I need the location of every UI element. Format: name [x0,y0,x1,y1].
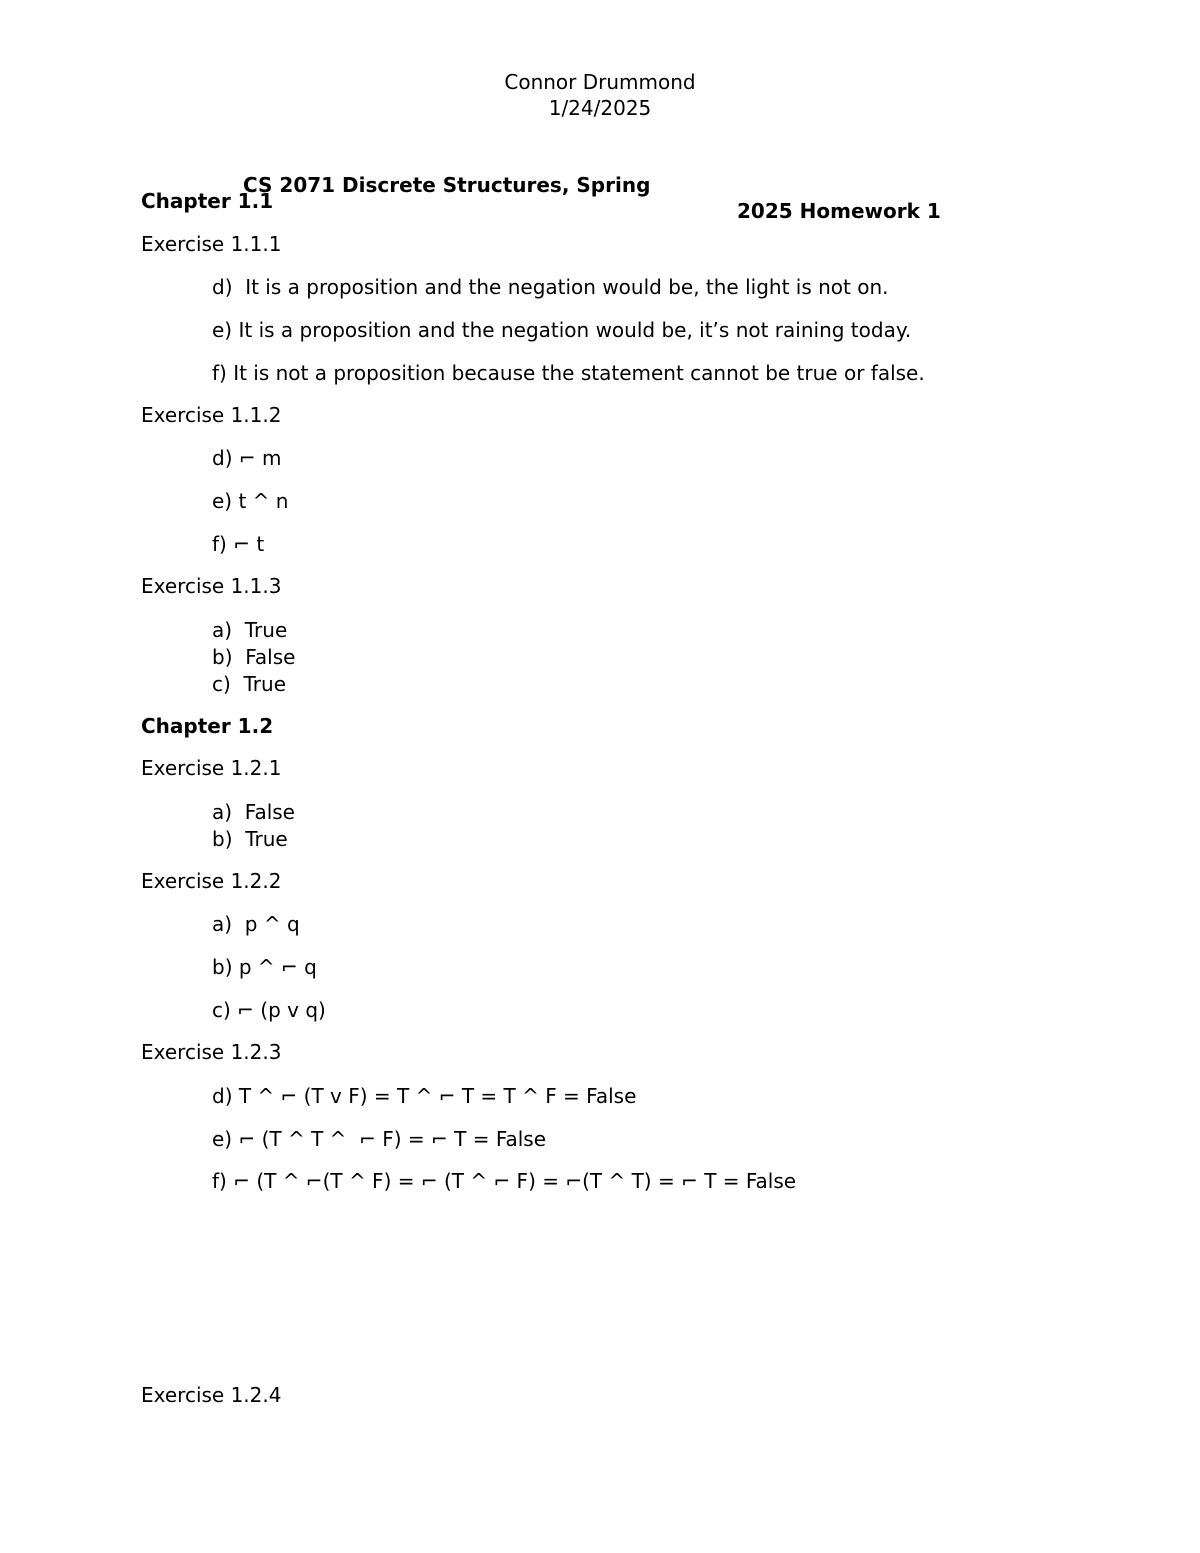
answer-1-2-1-a: a) False [212,800,295,824]
answer-1-2-2-a: a) p ^ q [212,912,300,936]
exercise-label-1-2-1: Exercise 1.2.1 [141,756,282,780]
chapter-heading-1-1: Chapter 1.1 [141,189,274,213]
exercise-label-1-2-2: Exercise 1.2.2 [141,869,282,893]
date: 1/24/2025 [548,96,652,120]
exercise-label-1-2-4: Exercise 1.2.4 [141,1383,282,1407]
author-name: Connor Drummond [504,70,696,94]
chapter-heading-1-2: Chapter 1.2 [141,714,274,738]
page-title-assignment: 2025 Homework 1 [737,199,941,223]
answer-1-1-2-d: d) ⌐ m [212,446,282,470]
answer-1-2-2-c: c) ⌐ (p v q) [212,998,326,1022]
answer-1-2-3-d: d) T ^ ⌐ (T v F) = T ^ ⌐ T = T ^ F = False [212,1084,637,1108]
answer-1-1-2-e: e) t ^ n [212,489,289,513]
answer-1-1-3-b: b) False [212,645,296,669]
answer-1-1-1-f: f) It is not a proposition because the statement cannot be true or false. [212,361,925,385]
answer-1-1-1-d: d) It is a proposition and the negation would be, the light is not on. [212,275,889,299]
answer-1-2-2-b: b) p ^ ⌐ q [212,955,317,979]
answer-1-1-3-c: c) True [212,672,286,696]
answer-1-1-1-e: e) It is a proposition and the negation would be, it’s not raining today. [212,318,912,342]
exercise-label-1-2-3: Exercise 1.2.3 [141,1040,282,1064]
answer-1-2-3-f: f) ⌐ (T ^ ⌐(T ^ F) = ⌐ (T ^ ⌐ F) = ⌐(T ^ T) = ⌐ T = False [212,1169,797,1193]
answer-1-1-2-f: f) ⌐ t [212,532,265,556]
exercise-label-1-1-1: Exercise 1.1.1 [141,232,282,256]
answer-1-2-1-b: b) True [212,827,288,851]
exercise-label-1-1-2: Exercise 1.1.2 [141,403,282,427]
page-title-course: CS 2071 Discrete Structures, Spring [243,173,651,197]
answer-1-1-3-a: a) True [212,618,288,642]
exercise-label-1-1-3: Exercise 1.1.3 [141,574,282,598]
answer-1-2-3-e: e) ⌐ (T ^ T ^ ⌐ F) = ⌐ T = False [212,1127,547,1151]
